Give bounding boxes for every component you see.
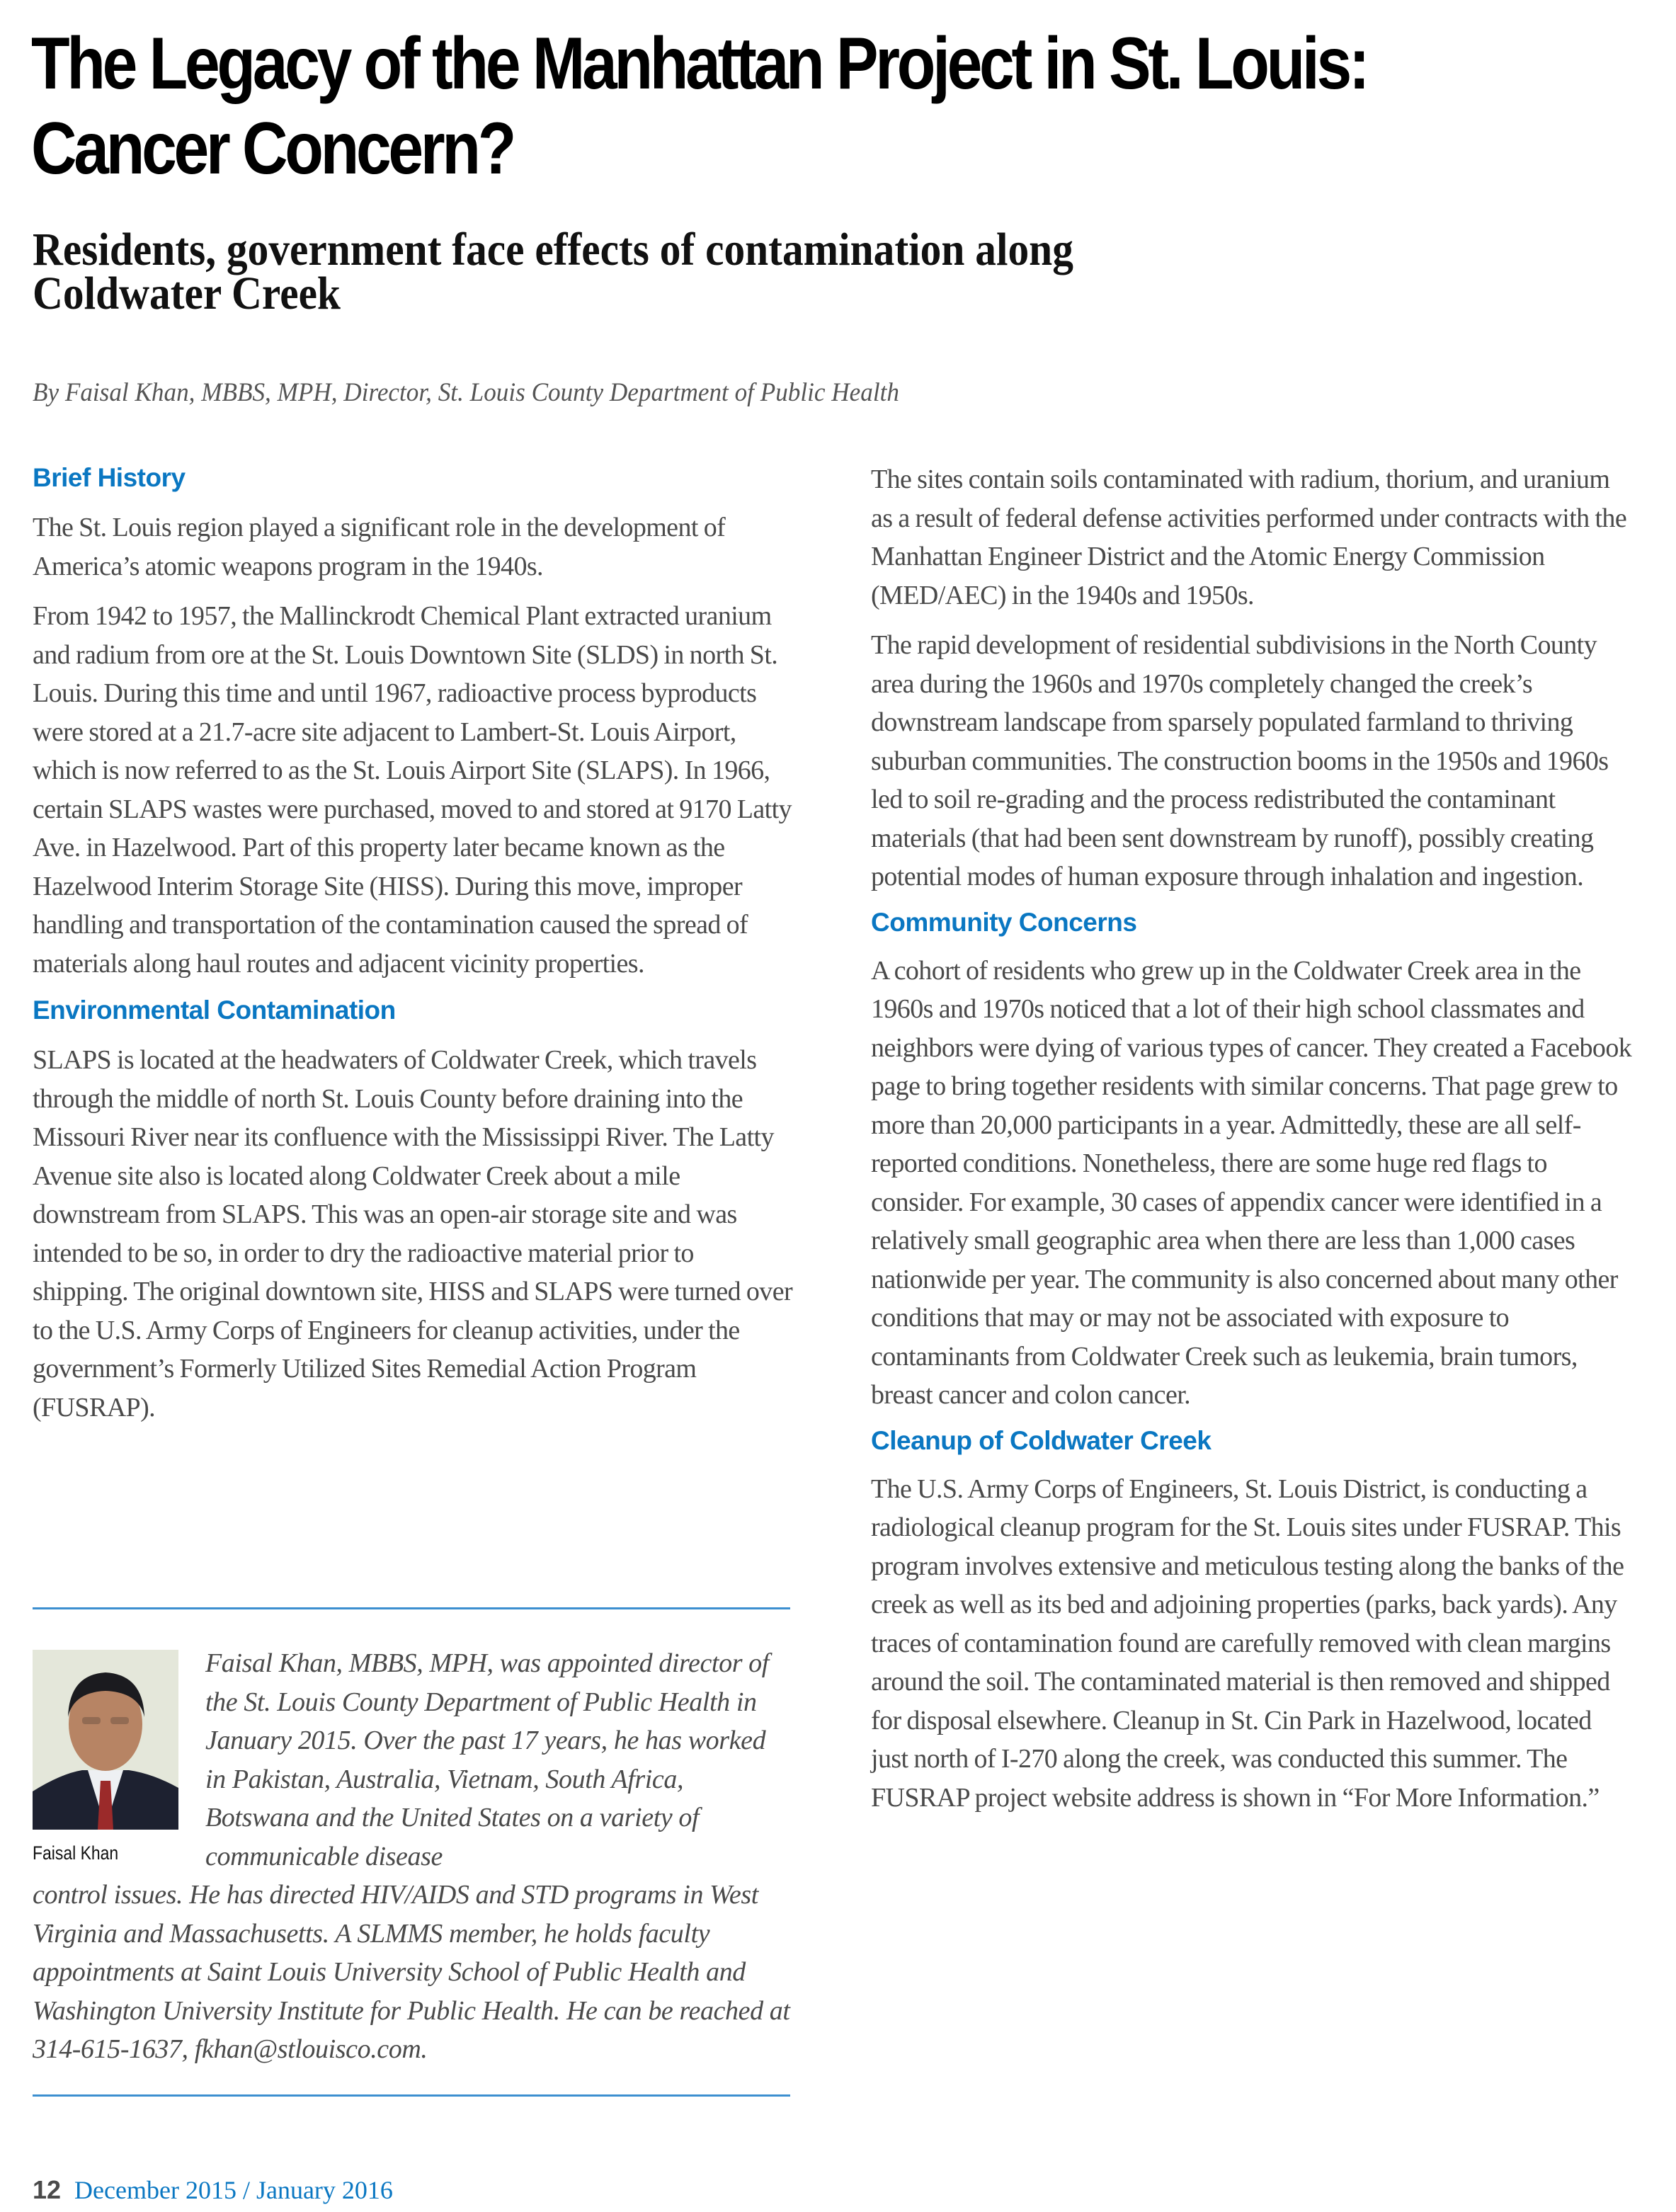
- byline: By Faisal Khan, MBBS, MPH, Director, St. Louis County Department of Public Health: [33, 378, 899, 407]
- article-subtitle: [33, 224, 1307, 319]
- paragraph: The U.S. Army Corps of Engineers, St. Louis District, is conducting a radiological cleanup program for the St. Louis sites under FUSRAP. This program involves extensive and meticulous testing along the banks of the creek as well as its bed and adjoining properties (parks, back yards). Any traces of contamination found are carefully removed with clean margins around the soil. The contaminated material is then removed and shipped for disposal elsewhere. Cleanup in St. Cin Park in Hazelwood, located just north of I-270 along the creek, was conducted this summer. The FUSRAP project website address is shown in “For More Information.”: [871, 1473, 1624, 1813]
- issue-date: December 2015 / January 2016: [74, 2176, 393, 2204]
- article-subtitle-line-1: Residents, government face effects of contamination along: [33, 224, 1073, 275]
- paragraph: SLAPS is located at the headwaters of Coldwater Creek, which travels through the middle of north St. Louis County before draining into the Missouri River near its confluence with the Mississippi River. The Latty Avenue site also is located along Coldwater Creek about a mile downstream from SLAPS. This was an open-air storage site and was intended to be so, in order to dry the radioactive material prior to shipping. The original downtown site, HISS and SLAPS were turned over to the U.S. Army Corps of Engineers for cleanup activities, under the government’s Formerly Utilized Sites Remedial Action Program (FUSRAP).: [33, 1045, 793, 1423]
- paragraph: The sites contain soils contaminated with radium, thorium, and uranium as a result of federal defense activities performed under contracts with the Manhattan Engineer District and the Atomic Energy Commission (MED/AEC) in the 1940s and 1950s.: [871, 464, 1627, 610]
- author-portrait-icon: [33, 1650, 178, 1830]
- author-bio-bottom: control issues. He has directed HIV/AIDS and STD programs in West Virginia and Massachusetts. A SLMMS member, he holds faculty appointments at Saint Louis University School of Public Health and Washington University Institute for Public Health. He can be reached at 314-615-1637, fkhan@stlouisco.com.: [33, 1880, 790, 2064]
- page-number: 12: [33, 2175, 62, 2204]
- paragraph: The rapid development of residential subdivisions in the North County area during the 1960s and 1970s completely changed the creek’s downstream landscape from sparsely populated farmland to thriving suburban communities. The construction booms in the 1950s and 1960s led to soil re-grading and the process redistributed the contaminant materials (that had been sent downstream by runoff), possibly creating potential modes of human exposure through inhalation and ingestion.: [871, 630, 1609, 891]
- paragraph: From 1942 to 1957, the Mallinckrodt Chemical Plant extracted uranium and radium from ore at the St. Louis Downtown Site (SLDS) in north St. Louis. During this time and until 1967, radioactive process byproducts were stored at a 21.7-acre site adjacent to Lambert-St. Louis Airport, which is now referred to as the St. Louis Airport Site (SLAPS). In 1966, certain SLAPS wastes were purchased, moved to and stored at 9170 Latty Ave. in Hazelwood. Part of this property later became known as the Hazelwood Interim Storage Site (HISS). During this move, improper handling and transportation of the contamination caused the spread of materials along haul routes and adjacent vicinity properties.: [33, 601, 792, 979]
- article-title-line-2: Cancer Concern?: [31, 108, 514, 190]
- section-heading-cleanup: Cleanup of Coldwater Creek: [871, 1425, 1212, 1455]
- right-column: [871, 460, 1632, 1817]
- bio-bottom-divider: [33, 2094, 790, 2097]
- left-column: [33, 460, 794, 1427]
- paragraph: The St. Louis region played a significant role in the development of America’s atomic weapons program in the 1940s.: [33, 513, 726, 581]
- author-photo: [33, 1650, 178, 1830]
- bio-top-divider: [33, 1607, 790, 1609]
- article-subtitle-line-2: Coldwater Creek: [33, 268, 341, 319]
- page-footer: [33, 2175, 393, 2205]
- paragraph: A cohort of residents who grew up in the Coldwater Creek area in the 1960s and 1970s noticed that a lot of their high school classmates and neighbors were dying of various types of cancer. They created a Facebook page to bring together residents with similar concerns. That page grew to more than 20,000 participants in a year. Admittedly, these are all self-reported conditions. Nonetheless, there are some huge red flags to consider. For example, 30 cases of appendix cancer were identified in a relatively small geographic area when there are less than 1,000 cases nationwide per year. The community is also concerned about many other conditions that may or may not be associated with exposure to contaminants from Coldwater Creek such as leukemia, brain tumors, breast cancer and colon cancer.: [871, 955, 1632, 1410]
- section-heading-brief-history: Brief History: [33, 463, 186, 492]
- author-bio-top: Faisal Khan, MBBS, MPH, was appointed director of the St. Louis County Department of Public Health in January 2015. Over the past 17 years, he has worked in Pakistan, Australia, Vietnam, South Africa, Botswana and the United States on a variety of communicable disease: [205, 1648, 769, 1871]
- section-heading-community-concerns: Community Concerns: [871, 907, 1137, 937]
- section-heading-environmental-contamination: Environmental Contamination: [33, 996, 396, 1025]
- article-title: [31, 21, 1401, 191]
- article-title-line-1: The Legacy of the Manhattan Project in St. Louis:: [31, 23, 1367, 105]
- author-photo-caption: Faisal Khan: [33, 1842, 119, 1864]
